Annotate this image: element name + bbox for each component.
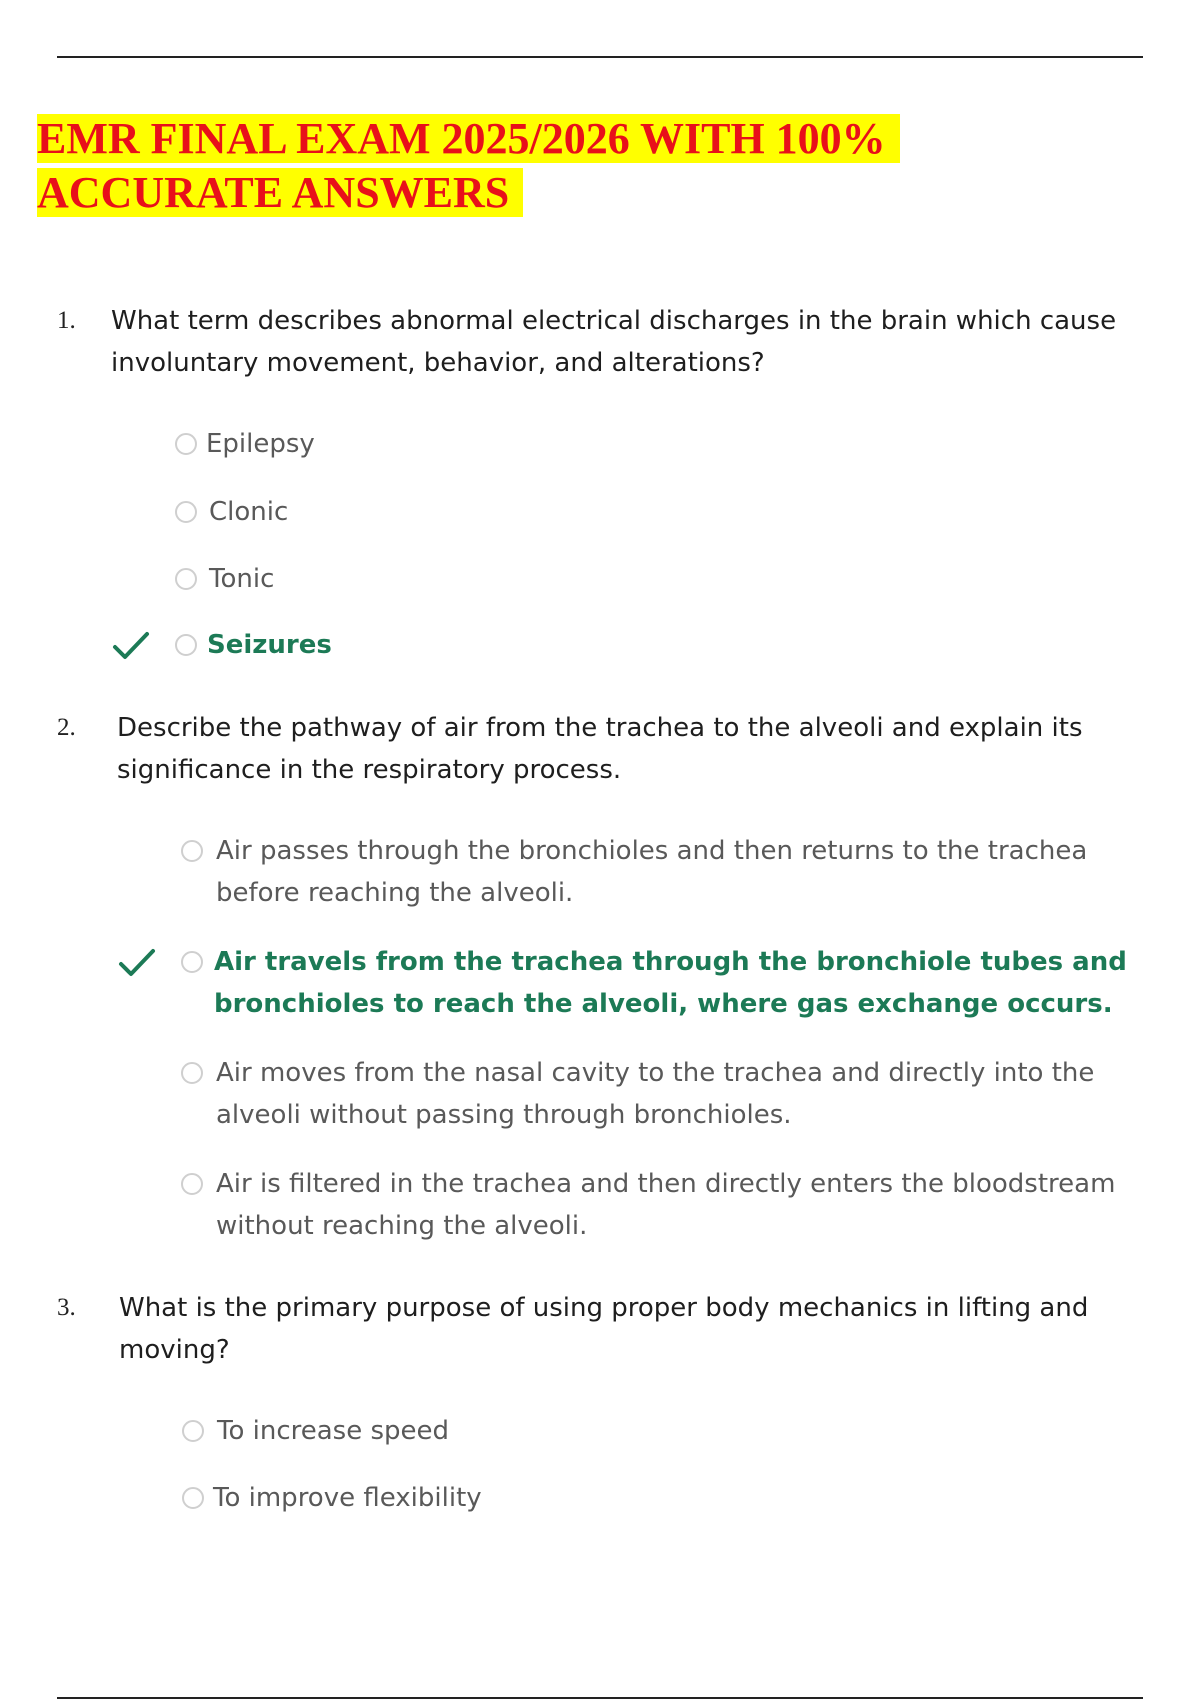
radio-button[interactable] xyxy=(175,433,197,455)
option-label: To improve flexibility xyxy=(213,1483,482,1513)
radio-button[interactable] xyxy=(181,840,203,862)
radio-button[interactable] xyxy=(175,501,197,523)
question-text: What term describes abnormal electrical discharges in the brain which cause involuntary movement, behavior, and alterations? xyxy=(111,306,1117,378)
radio-button[interactable] xyxy=(182,1487,204,1509)
option-label: To increase speed xyxy=(217,1416,450,1446)
top-divider xyxy=(57,56,1143,58)
radio-button[interactable] xyxy=(175,568,197,590)
radio-button[interactable] xyxy=(181,951,203,973)
option-label: Tonic xyxy=(209,564,275,594)
option-label: Air travels from the trachea through the bronchiole tubes and bronchioles to reach the alveoli, where gas exchange occurs. xyxy=(214,947,1127,1019)
radio-button[interactable] xyxy=(181,1062,203,1084)
option-label: Air is filtered in the trachea and then directly enters the bloodstream without reaching the alveoli. xyxy=(216,1169,1116,1241)
option-label: Air moves from the nasal cavity to the trachea and directly into the alveoli without passing through bronchioles. xyxy=(216,1058,1095,1130)
title-line-2: ACCURATE ANSWERS xyxy=(37,168,523,217)
radio-button[interactable] xyxy=(175,634,197,656)
radio-button[interactable] xyxy=(181,1173,203,1195)
option-label: Air passes through the bronchioles and then returns to the trachea before reaching the alveoli. xyxy=(216,836,1088,908)
page-title xyxy=(37,112,900,220)
question-text: What is the primary purpose of using proper body mechanics in lifting and moving? xyxy=(119,1293,1089,1365)
checkmark-icon xyxy=(118,947,156,979)
bottom-divider xyxy=(57,1697,1143,1699)
question-text: Describe the pathway of air from the trachea to the alveoli and explain its significance in the respiratory process. xyxy=(117,713,1083,785)
option-label: Epilepsy xyxy=(206,429,315,459)
option-label: Seizures xyxy=(207,630,332,660)
question-number: 2. xyxy=(57,714,76,741)
title-line-1: EMR FINAL EXAM 2025/2026 WITH 100% xyxy=(37,114,900,163)
question-number: 3. xyxy=(57,1294,76,1321)
option-label: Clonic xyxy=(209,497,289,527)
question-number: 1. xyxy=(57,307,76,334)
radio-button[interactable] xyxy=(182,1420,204,1442)
checkmark-icon xyxy=(112,630,150,662)
